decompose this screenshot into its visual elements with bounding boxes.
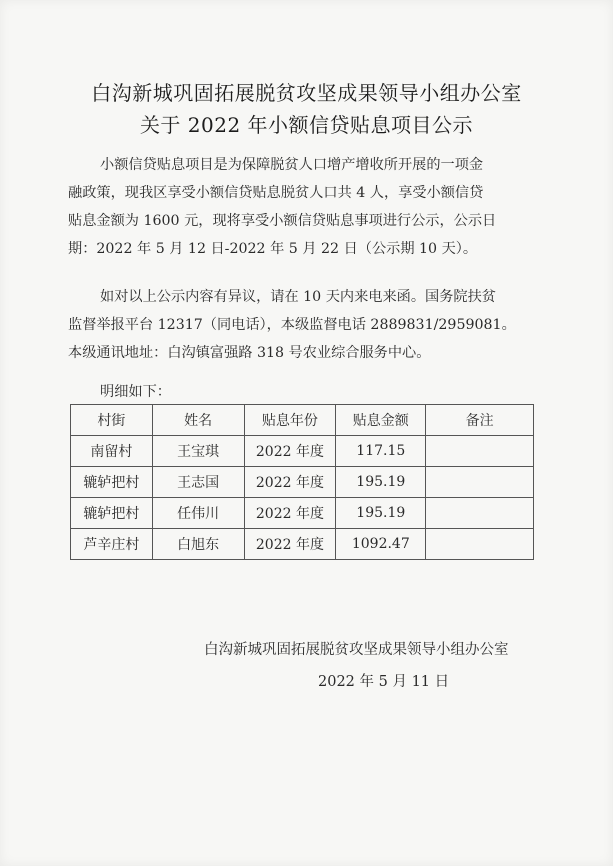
subsidy-table <box>70 404 534 560</box>
cell-amount: 195.19 <box>336 467 426 498</box>
cell-year: 2022 年度 <box>244 467 336 498</box>
cell-amount: 1092.47 <box>336 529 426 560</box>
paragraph-line: 如对以上公示内容有异议，请在 10 天内来电来函。国务院扶贫 <box>100 289 496 305</box>
cell-amount: 117.15 <box>336 436 426 467</box>
header-remarks: 备注 <box>426 405 534 436</box>
cell-remarks <box>426 436 534 467</box>
header-name: 姓名 <box>152 405 244 436</box>
header-year: 贴息年份 <box>244 405 336 436</box>
cell-name: 王宝琪 <box>152 436 244 467</box>
paragraph-announcement <box>68 151 548 263</box>
table-row <box>71 436 534 467</box>
document-title-line2: 关于 2022 年小额信贷贴息项目公示 <box>139 113 474 137</box>
cell-village: 南留村 <box>71 436 153 467</box>
cell-year: 2022 年度 <box>244 529 336 560</box>
paragraph-line: 本级通讯地址：白沟镇富强路 318 号农业综合服务中心。 <box>68 345 431 361</box>
paragraph-line: 监督举报平台 12317（同电话），本级监督电话 2889831/2959081。 <box>68 317 516 333</box>
cell-name: 任伟川 <box>152 498 244 529</box>
detail-label: 明细如下： <box>100 384 171 400</box>
document-title-line1: 白沟新城巩固拓展脱贫攻坚成果领导小组办公室 <box>91 81 522 105</box>
cell-year: 2022 年度 <box>244 436 336 467</box>
cell-remarks <box>426 498 534 529</box>
signature-organization: 白沟新城巩固拓展脱贫攻坚成果领导小组办公室 <box>204 642 509 658</box>
cell-amount: 195.19 <box>336 498 426 529</box>
table-row <box>71 529 534 560</box>
cell-village: 芦辛庄村 <box>71 529 153 560</box>
paragraph-objection <box>68 283 548 367</box>
signature-date: 2022 年 5 月 11 日 <box>318 674 450 690</box>
cell-name: 白旭东 <box>152 529 244 560</box>
cell-year: 2022 年度 <box>244 498 336 529</box>
paragraph-line: 融政策，现我区享受小额信贷贴息脱贫人口共 4 人，享受小额信贷 <box>68 185 484 201</box>
header-village: 村街 <box>71 405 153 436</box>
cell-remarks <box>426 467 534 498</box>
cell-remarks <box>426 529 534 560</box>
header-amount: 贴息金额 <box>336 405 426 436</box>
paragraph-line: 贴息金额为 1600 元，现将享受小额信贷贴息事项进行公示，公示日 <box>68 213 497 229</box>
paragraph-line: 期：2022 年 5 月 12 日-2022 年 5 月 22 日（公示期 10 天）。 <box>68 241 478 257</box>
cell-name: 王志国 <box>152 467 244 498</box>
table-header-row <box>71 405 534 436</box>
cell-village: 辘轳把村 <box>71 498 153 529</box>
table-row <box>71 498 534 529</box>
cell-village: 辘轳把村 <box>71 467 153 498</box>
table-row <box>71 467 534 498</box>
paragraph-line: 小额信贷贴息项目是为保障脱贫人口增产增收所开展的一项金 <box>100 157 484 173</box>
